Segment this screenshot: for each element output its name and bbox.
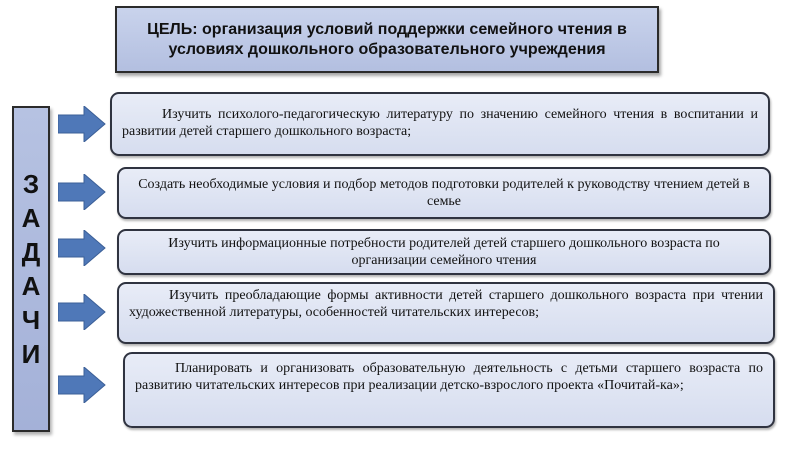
goal-box (115, 6, 659, 73)
task-item (117, 167, 771, 219)
task-text: Изучить психолого-педагогическую литературу по значению семейного чтения в воспитании и развитии детей старшего дошкольного возраста; (122, 107, 758, 139)
tasks-letter: А (21, 271, 41, 301)
arrow-right-icon (58, 174, 106, 210)
arrow-right-icon (58, 294, 106, 330)
task-item (110, 92, 770, 156)
task-text: Планировать и организовать образовательную деятельность с детьми старшего возраста по развитию читательских интересов при реализации детско-взрослого проекта «Почитай-ка»; (135, 361, 763, 393)
task-text: Изучить преобладающие формы активности детей старшего дошкольного возраста при чтении художественной литературы, особенностей читательских интересов; (129, 288, 763, 320)
tasks-letter: Ч (21, 305, 41, 335)
tasks-letter: А (21, 203, 41, 233)
task-item (117, 229, 771, 275)
arrow-right-icon (58, 106, 106, 142)
task-text: Создать необходимые условия и подбор методов подготовки родителей к руководству чтением детей в семье (138, 177, 750, 209)
goal-text: ЦЕЛЬ: организация условий поддержки семейного чтения в условиях дошкольного образовательного учреждения (147, 20, 627, 58)
tasks-letter: З (22, 169, 40, 199)
arrow-right-icon (58, 367, 106, 403)
task-item (117, 282, 775, 344)
tasks-label (12, 106, 50, 432)
arrow-right-icon (58, 230, 106, 266)
tasks-letter: И (21, 339, 41, 369)
tasks-letter: Д (21, 237, 41, 267)
task-text: Изучить информационные потребности родителей детей старшего дошкольного возраста по организации семейного чтения (168, 236, 720, 268)
task-item (123, 352, 775, 428)
